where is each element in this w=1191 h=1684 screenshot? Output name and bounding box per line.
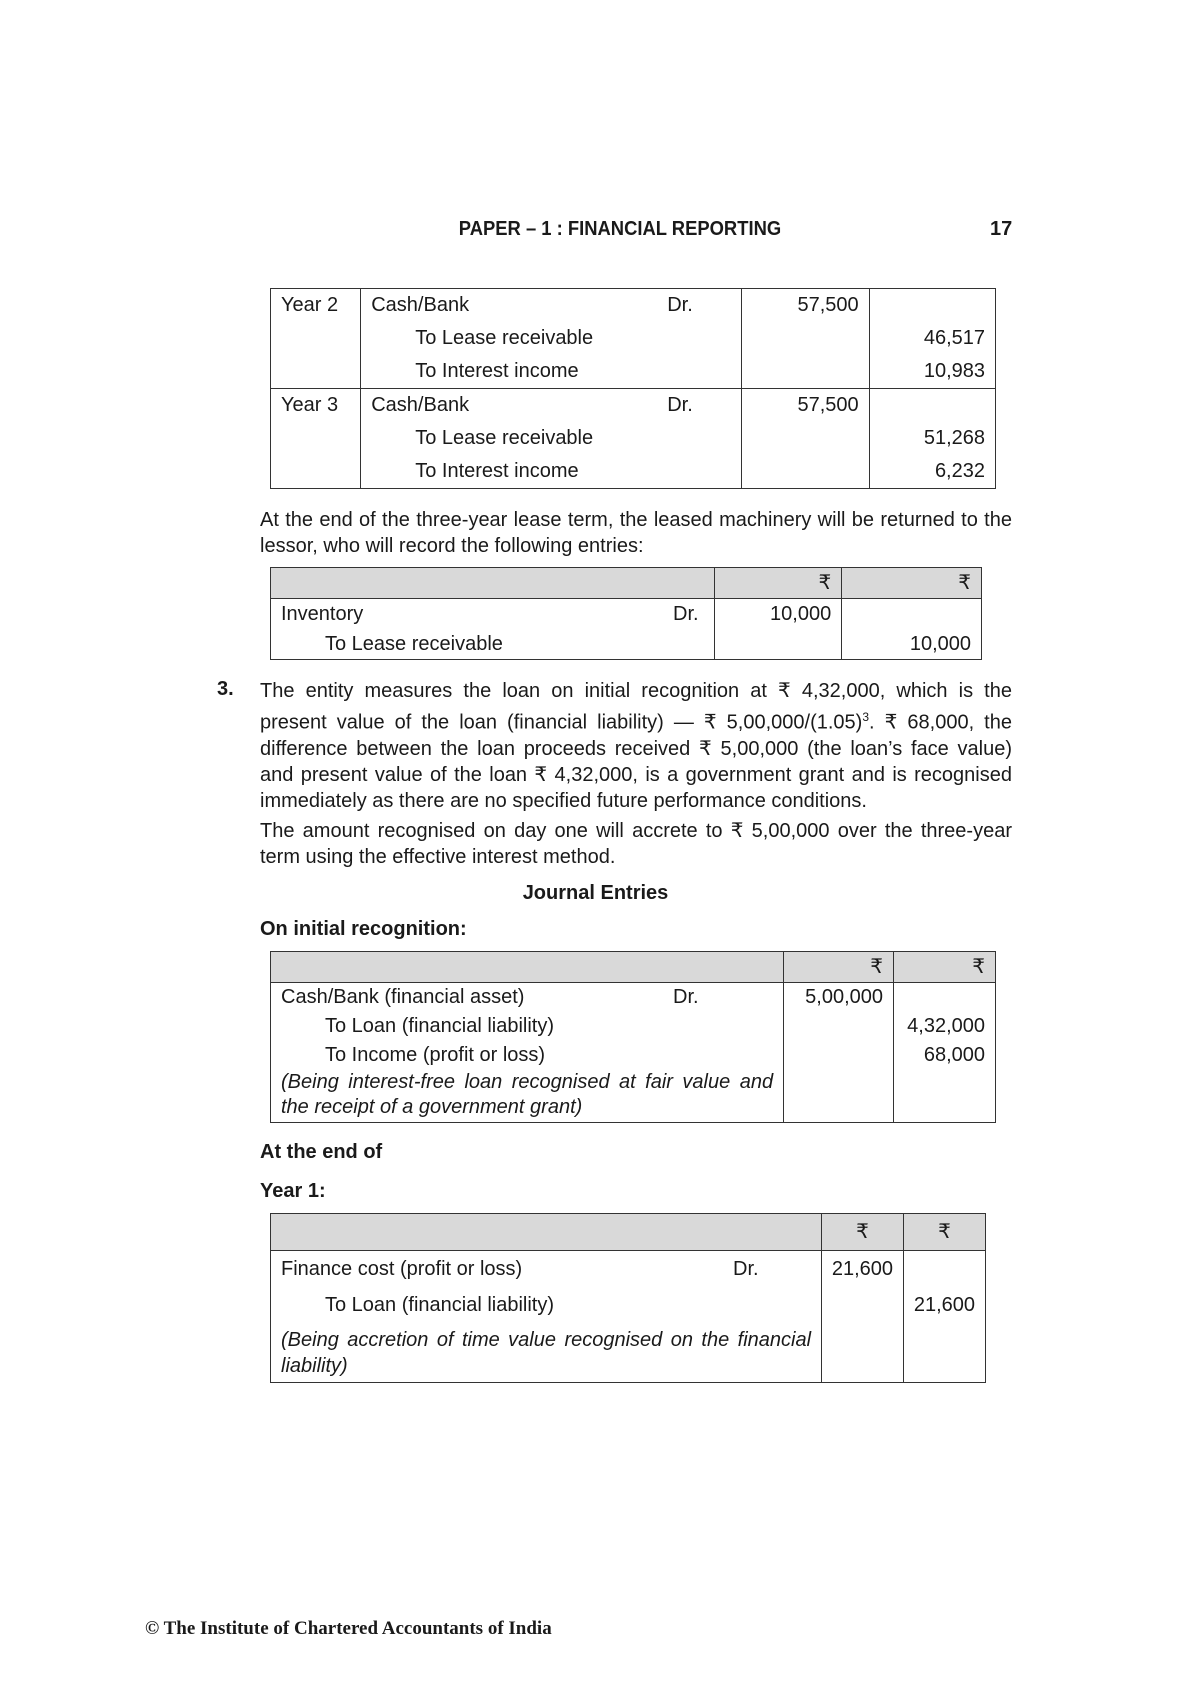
table-header-row [271, 952, 996, 983]
credit-amount: 51,268 [923, 427, 985, 449]
credit-amount: 10,000 [909, 633, 971, 655]
dr-label: Dr. [667, 294, 693, 316]
item3-paragraph-1-text: The entity measures the loan on initial recognition at ₹ 4,32,000, which is the present value of the loan (financial liability) — ₹ 5,00,000/(1.05) [260, 680, 1012, 734]
journal-entries-heading: Journal Entries [522, 882, 669, 904]
credit-account: To Interest income [415, 460, 579, 482]
dr-label: Dr. [667, 394, 693, 416]
initial-recognition-heading: On initial recognition: [260, 918, 467, 940]
currency-symbol: ₹ [856, 1221, 869, 1243]
credit-account: To Lease receivable [415, 327, 594, 349]
page-number: 17 [990, 218, 1013, 240]
credit-amount: 6,232 [934, 460, 985, 482]
credit-account: To Lease receivable [325, 633, 503, 655]
item3-paragraph-1 [260, 678, 1012, 814]
credit-amount: 10,983 [923, 360, 985, 382]
debit-account: Inventory [281, 603, 364, 625]
debit-amount: 10,000 [770, 603, 832, 625]
currency-symbol: ₹ [972, 956, 985, 978]
table-row [271, 389, 996, 489]
table-row [271, 1251, 986, 1383]
dr-label: Dr. [673, 986, 699, 1008]
credit-account: To Loan (financial liability) [325, 1015, 555, 1037]
narration: (Being interest-free loan recognised at fair value and the receipt of a government grant) [281, 1071, 774, 1118]
debit-account: Cash/Bank (financial asset) [281, 986, 525, 1008]
inventory-journal-table [270, 567, 982, 660]
debit-amount: 57,500 [797, 394, 859, 416]
debit-account: Finance cost (profit or loss) [281, 1258, 523, 1280]
currency-symbol: ₹ [870, 956, 884, 978]
credit-account: To Interest income [415, 360, 579, 382]
table-header-row [271, 568, 982, 599]
initial-recognition-table [270, 951, 996, 1123]
debit-amount: 5,00,000 [805, 986, 884, 1008]
table-row [271, 289, 996, 389]
debit-amount: 57,500 [797, 294, 859, 316]
item3-paragraph-2: The amount recognised on day one will accrete to ₹ 5,00,000 over the three-year term using the effective interest method. [260, 820, 1012, 868]
currency-symbol: ₹ [938, 1221, 951, 1243]
item3-paragraph-1-rest: . ₹ 68,000, the difference between the loan proceeds received ₹ 5,00,000 (the loan’s face value) and present value of the loan ₹ 4,32,000, is a government grant and is recognised immediately as there are no specified future performance conditions. [260, 711, 1012, 812]
narration: (Being accretion of time value recognised on the financial liability) [281, 1329, 812, 1377]
debit-amount: 21,600 [831, 1258, 893, 1280]
credit-amount: 68,000 [923, 1044, 985, 1066]
page-header-title: PAPER – 1 : FINANCIAL REPORTING [458, 218, 782, 240]
table-row [271, 983, 996, 1123]
credit-account: To Income (profit or loss) [325, 1044, 546, 1066]
footer-copyright: © The Institute of Chartered Accountants of India [145, 1618, 552, 1639]
credit-amount: 4,32,000 [907, 1015, 985, 1037]
credit-account: To Lease receivable [415, 427, 594, 449]
table-row [271, 599, 982, 660]
year-label: Year 3 [281, 394, 339, 416]
credit-amount: 46,517 [923, 327, 985, 349]
dr-label: Dr. [673, 603, 699, 625]
year1-journal-table [270, 1213, 986, 1383]
exponent: 3 [862, 710, 870, 724]
end-of-heading: At the end of [260, 1141, 383, 1163]
item-number: 3. [217, 678, 234, 700]
currency-symbol: ₹ [818, 572, 832, 594]
currency-symbol: ₹ [958, 572, 971, 594]
credit-amount: 21,600 [913, 1294, 975, 1316]
year-1-heading: Year 1: [260, 1180, 326, 1202]
table-header-row [271, 1214, 986, 1251]
credit-account: To Loan (financial liability) [325, 1294, 555, 1316]
debit-account: Cash/Bank [371, 394, 470, 416]
lease-return-paragraph: At the end of the three-year lease term, the leased machinery will be returned to the lessor, who will record the following entries: [260, 509, 1012, 557]
dr-label: Dr. [733, 1258, 759, 1280]
year-label: Year 2 [281, 294, 339, 316]
debit-account: Cash/Bank [371, 294, 470, 316]
lease-journal-table [270, 288, 996, 489]
